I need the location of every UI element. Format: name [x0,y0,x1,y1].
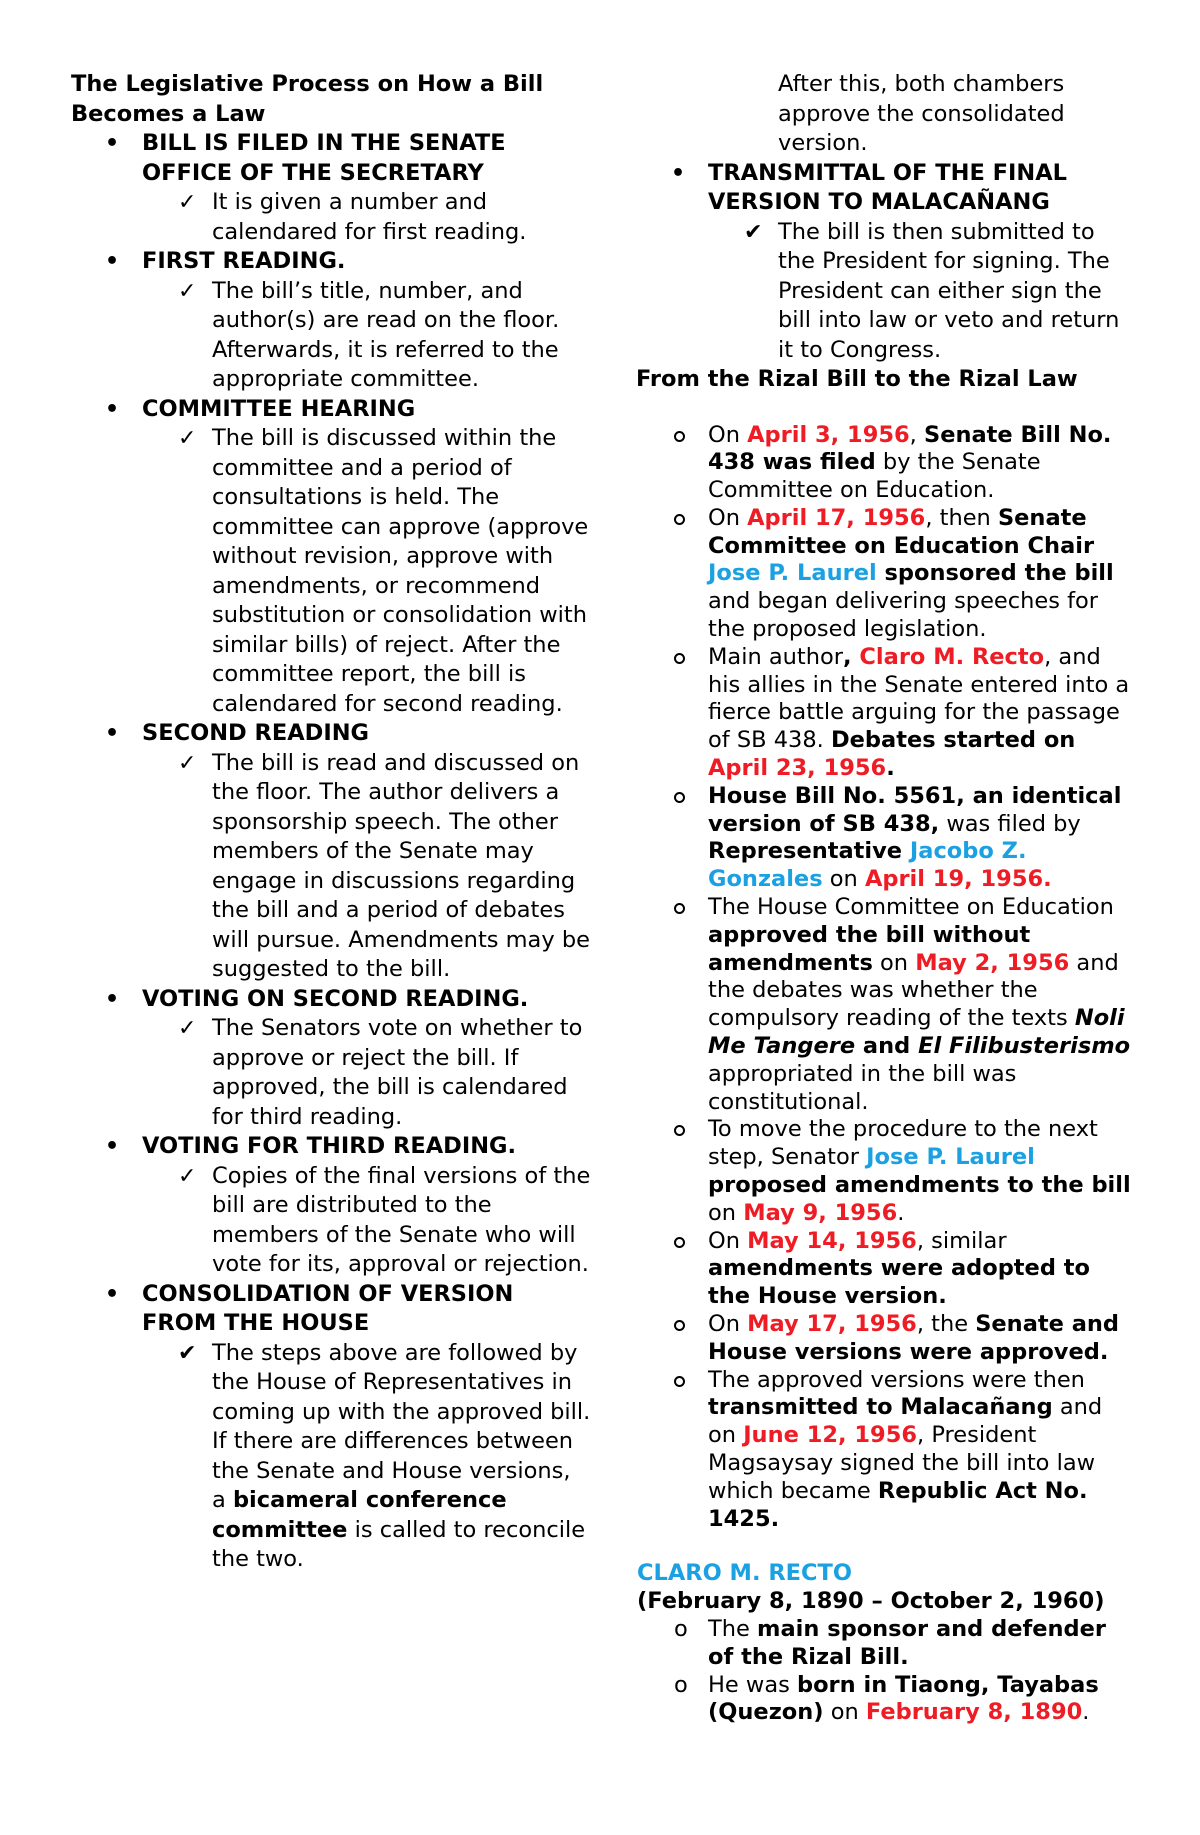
step-detail [71,1014,591,1132]
step-detail [71,1162,591,1280]
bullet-icon: • [105,1281,120,1307]
bullet-icon: • [105,721,120,746]
step-heading: COMMITTEE HEARING [142,395,416,422]
timeline-item: The House Committee on Education approved the bill without amendments on May 2, 1956 and the debates was whether the compulsory reading of the texts Noli Me Tangere and El Filibusterismo appropriated in the bill was constitutional. [637,894,1137,1116]
step-heading: CONSOLIDATION OF VERSION FROM THE HOUSE [142,1280,514,1336]
step-detail-text: Copies of the final versions of the bill are distributed to the members of the Senate who will vote for its, approval or rejection. [212,1162,591,1277]
step-detail-text: The bill’s title, number, and author(s) are read on the floor. Afterwards, it is referred to the appropriate committee. [212,277,560,392]
timeline-item: On April 3, 1956, Senate Bill No. 438 was filed by the Senate Committee on Education. [637,422,1137,505]
circle-bullet-icon [674,1237,685,1248]
step-detail [637,218,1137,366]
step-heading: BILL IS FILED IN THE SENATE OFFICE OF THE SECRETARY [142,130,506,186]
step-first-reading [71,247,591,277]
step-detail [71,424,591,719]
bullet-icon: • [105,396,120,422]
step-detail [71,188,591,247]
step-committee-hearing [71,395,591,425]
timeline-item: On April 17, 1956, then Senate Committee on Education Chair Jose P. Laurel sponsored the bill and began delivering speeches for the proposed legislation. [637,505,1137,644]
step-consolidation [71,1280,591,1339]
hollow-bullet-icon: o [674,1671,688,1698]
circle-bullet-icon [674,1320,685,1331]
step-heading: FIRST READING. [142,248,346,274]
checkmark-icon: ✓ [178,278,197,304]
step-detail-text: The Senators vote on whether to approve or reject the bill. If approved, the bill is calendared for third reading. [212,1015,583,1130]
step-bill-filed [71,129,591,188]
heavy-checkmark-icon: ✔ [178,1340,197,1366]
step-detail [71,749,591,985]
recto-fact: o The main sponsor and defender of the Rizal Bill. [674,1615,1106,1670]
timeline-item: On May 14, 1956, similar amendments were adopted to the House version. [637,1228,1137,1311]
timeline-item: The approved versions were then transmitted to Malacañang and on June 12, 1956, President Magsaysay signed the bill into law which became Republic Act No. 1425. [637,1367,1137,1534]
step-heading: VOTING ON SECOND READING. [142,985,529,1012]
circle-bullet-icon [674,1376,685,1387]
recto-dates: (February 8, 1890 – October 2, 1960) [637,1588,1105,1615]
step-detail [71,277,591,395]
checkmark-icon: ✓ [178,1016,197,1041]
step-second-reading [71,719,591,749]
heavy-checkmark-icon: ✔ [744,219,763,245]
bullet-icon: • [105,131,120,156]
step-voting-second [71,985,591,1015]
timeline-item: House Bill No. 5561, an identical version of SB 438, was filed by Representative Jacobo Z. Gonzales on April 19, 1956. [637,783,1137,894]
circle-bullet-icon [674,653,685,664]
timeline-list [637,422,1137,1534]
recto-fact: o He was born in Tiaong, Tayabas (Quezon) on February 8, 1890. [674,1671,1099,1726]
bullet-icon: • [105,249,120,274]
right-column [637,70,1137,1727]
timeline-item: Main author, Claro M. Recto, and his allies in the Senate entered into a fierce battle arguing for the passage of SB 438. Debates started on April 23, 1956. [637,644,1137,783]
bicameral-term: bicameral conference committee [212,1487,507,1543]
checkmark-icon: ✓ [178,1163,197,1189]
bullet-icon: • [105,986,120,1012]
bullet-icon: • [105,1134,120,1159]
checkmark-icon: ✓ [178,750,197,776]
section-title: From the Rizal Bill to the Rizal Law [636,366,1078,392]
step-detail-text: The bill is discussed within the committee and a period of consultations is held. The committee can approve (approve without revision, approve with amendments, or recommend substitution or consolidation with similar bills) of reject. After the committee report, the bill is calendared for second reading. [212,425,589,717]
circle-bullet-icon [674,431,685,442]
circle-bullet-icon [674,792,685,803]
continuation-text: After this, both chambers approve the consolidated version. [778,71,1065,156]
timeline-item: On May 17, 1956, the Senate and House versions were approved. [637,1311,1137,1367]
recto-section [637,1560,1137,1727]
document-title: The Legislative Process on How a Bill Becomes a Law [71,71,544,127]
recto-name: CLARO M. RECTO [637,1560,853,1587]
checkmark-icon: ✓ [178,190,197,215]
circle-bullet-icon [674,1125,685,1136]
step-heading: SECOND READING [142,720,370,746]
step-detail-text: The steps above are followed by the House of Representatives in coming up with the approved bill. If there are differences between the Senate and House versions, a [212,1339,591,1513]
circle-bullet-icon [674,903,685,914]
bullet-icon: • [671,160,686,186]
step-detail-text: It is given a number and calendared for first reading. [212,189,527,245]
step-voting-third [71,1132,591,1162]
hollow-bullet-icon: o [674,1615,688,1642]
circle-bullet-icon [674,514,685,525]
step-detail-text: The bill is read and discussed on the floor. The author delivers a sponsorship speech. The other members of the Senate may engage in discussions regarding the bill and a period of debates will pursue. Amendments may be suggested to the bill. [212,749,590,982]
step-heading: TRANSMITTAL OF THE FINAL VERSION TO MALACAÑANG [708,159,1067,215]
step-heading: VOTING FOR THIRD READING. [142,1133,517,1159]
step-detail-text: is called to reconcile the two. [212,1516,586,1572]
step-transmittal [637,159,1137,218]
step-detail-text: The bill is then submitted to the President for signing. The President can either sign the bill into law or veto and return it to Congress. [778,218,1120,363]
checkmark-icon: ✓ [178,426,197,451]
timeline-item: To move the procedure to the next step, Senator Jose P. Laurel proposed amendments to the bill on May 9, 1956. [637,1116,1137,1227]
left-column [71,70,591,1575]
step-detail [71,1339,591,1575]
